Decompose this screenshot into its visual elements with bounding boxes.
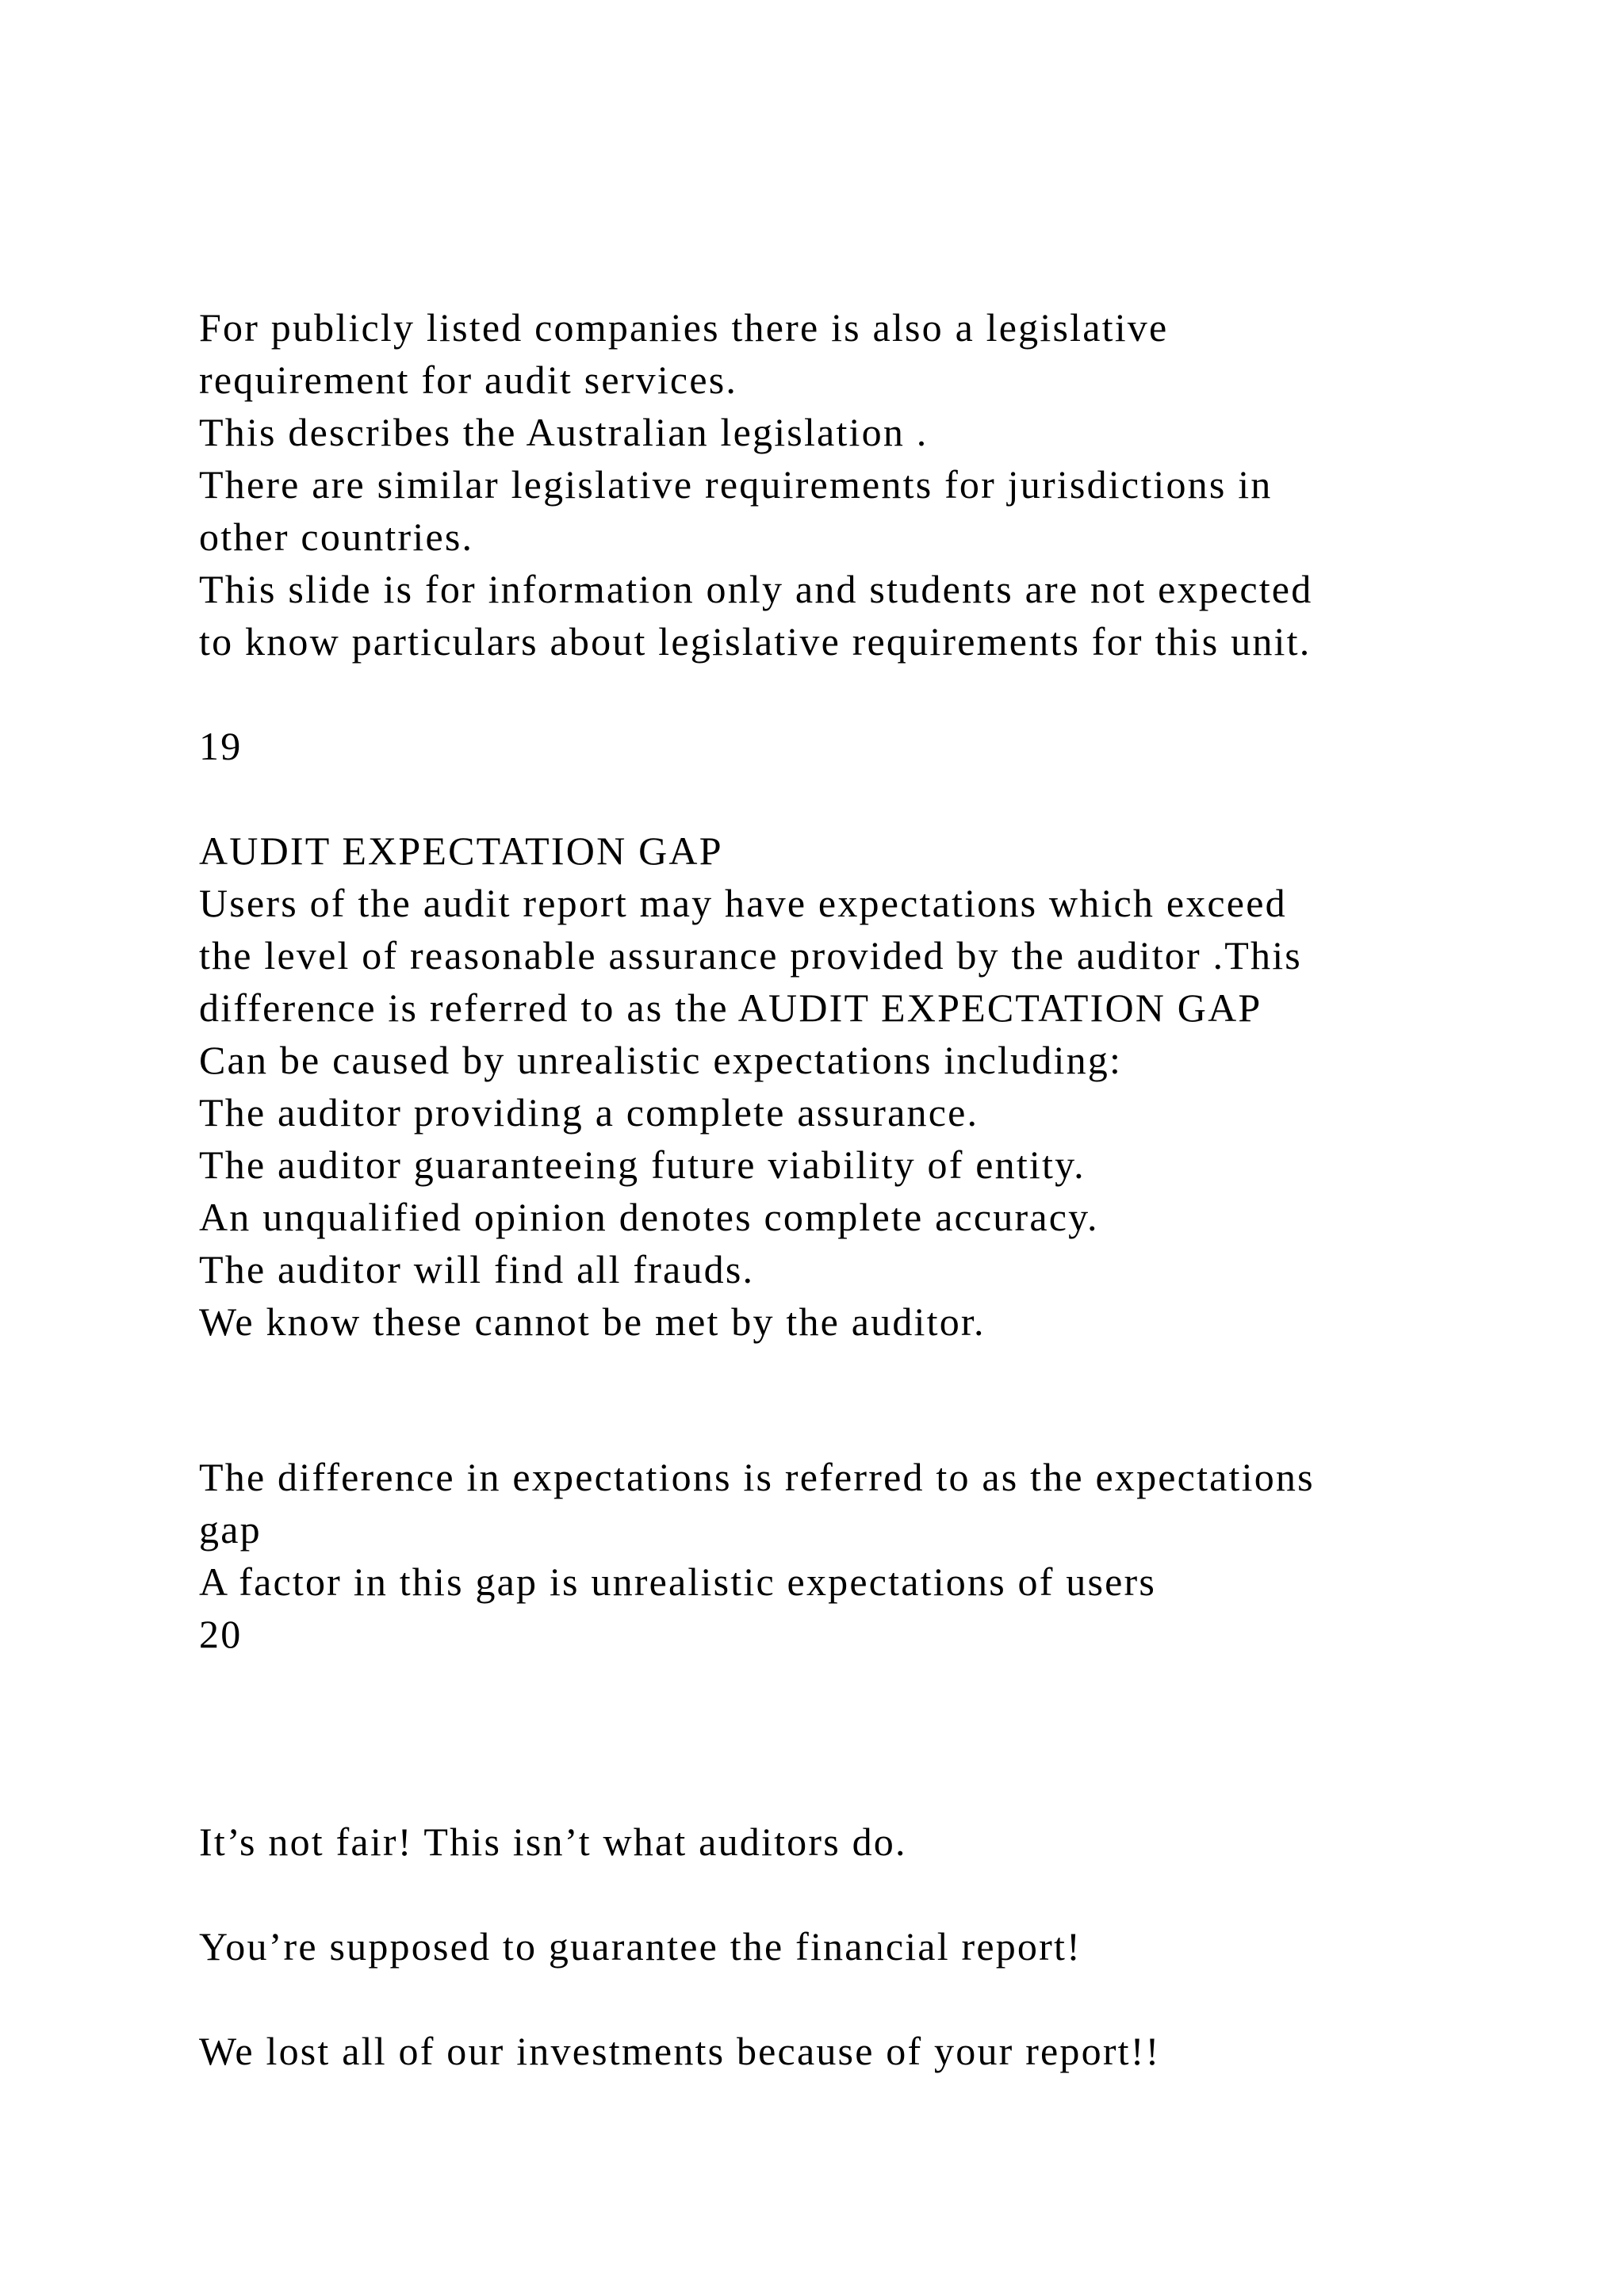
text-line: gap: [199, 1507, 262, 1552]
text-line: The auditor guaranteeing future viability of entity.: [199, 1142, 1086, 1187]
text-line: Can be caused by unrealistic expectations including:: [199, 1038, 1123, 1082]
text-line: difference is referred to as the AUDIT EXPECTATION GAP: [199, 985, 1262, 1030]
text-line: A factor in this gap is unrealistic expectations of users: [199, 1559, 1157, 1604]
text-line: We know these cannot be met by the auditor.: [199, 1299, 986, 1344]
page-number: 20: [199, 1612, 243, 1656]
text-line: other countries.: [199, 515, 474, 559]
text-line: This describes the Australian legislation .: [199, 410, 929, 454]
text-line: For publicly listed companies there is also a legislative: [199, 305, 1169, 350]
text-line: It’s not fair! This isn’t what auditors do.: [199, 1820, 907, 1864]
page-number: 19: [199, 724, 243, 768]
text-line: You’re supposed to guarantee the financial report!: [199, 1924, 1082, 1969]
section-heading: AUDIT EXPECTATION GAP: [199, 828, 723, 873]
text-line: The difference in expectations is referred to as the expectations: [199, 1455, 1315, 1499]
text-line: the level of reasonable assurance provided by the auditor .This: [199, 933, 1302, 978]
text-line: The auditor will find all frauds.: [199, 1247, 755, 1292]
text-line: An unqualified opinion denotes complete accuracy.: [199, 1195, 1099, 1239]
text-line: Users of the audit report may have expectations which exceed: [199, 881, 1287, 925]
text-line: There are similar legislative requirements for jurisdictions in: [199, 462, 1273, 507]
text-line: We lost all of our investments because of your report!!: [199, 2029, 1161, 2073]
text-line: This slide is for information only and students are not expected: [199, 567, 1313, 611]
text-line: requirement for audit services.: [199, 358, 738, 402]
text-line: The auditor providing a complete assurance.: [199, 1090, 979, 1135]
text-line: to know particulars about legislative requirements for this unit.: [199, 619, 1312, 664]
